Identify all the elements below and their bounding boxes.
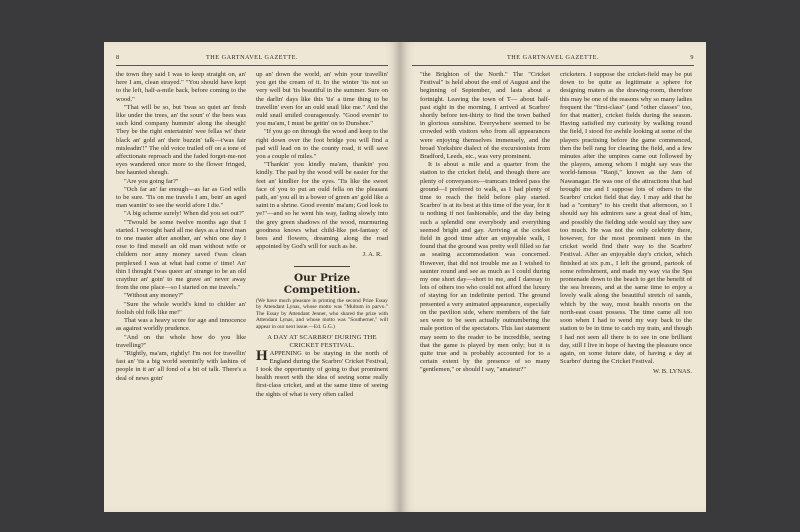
- running-title: THE GARTNAVEL GAZETTE.: [206, 54, 298, 61]
- left-page: [104, 42, 400, 512]
- page-header: [116, 54, 388, 64]
- paragraph: "Without any money?": [124, 292, 184, 300]
- signature: W. B. LYNAS.: [652, 368, 692, 376]
- right-column-1: [420, 71, 550, 503]
- running-title: THE GARTNAVEL GAZETTE.: [507, 54, 599, 61]
- paragraph: "Sure the whole world's kind to childer an' foolish old folk like me!": [116, 300, 246, 316]
- paragraph: That was a heavy score for age and innocence as against worldly prudence.: [116, 317, 246, 333]
- left-column-1: [116, 71, 246, 503]
- essay-heading: A DAY AT SCARBRO' DURING THE CRICKET FESTIVAL.: [267, 333, 377, 349]
- page-number: 8: [116, 54, 120, 61]
- paragraph: "If you go on through the wood and keep to the right down over the foot bridge you will find a pad will lead on to the county road, it will save you a couple of miles.": [256, 128, 388, 161]
- paragraph: the town they said I was to keep straight on, an' here I am, clean strayed." "You should have kept to the left, half-a-mile back, before coming to the wood.": [116, 71, 246, 103]
- paragraph: cricketers. I suppose the cricket-field may be put down to be quite as legitimate a sphere for designing maters as the drawing-room, therefore this may be one of the reasons why so many ladies frequent the "first-class" (and "other classes" too, for that matter), cricket fields during the season. Having satisfied my curiosity by walking round the field, I stood for awhile looking at some of the players practising before the game commenced, then the bell rang for clearing the field, and a few minutes after the umpires came out followed by the players, among whom I might say was the world-famous "Ranji," known as the Jam of Nawanagar. He was one of the attractions that had brought me and I suppose lots of others to the Scarbro' cricket field that day. I may add that he had a "century" to his credit that afternoon, so I should say his admirers saw a great deal of him, and possibly the fielding side would say they saw too much. He was not the only celebrity there, however, for the most prominent men in the cricket world find their way to the Scarbro' Festival. After an enjoyable day's cricket, which finished at six p.m., I left the ground, partook of some refreshment, and made my way via the Spa promenade down to the beach to get the benefit of the sea breezes, and at the same time to enjoy a lovely walk along the beautiful stretch of sands, which by the way, most health resorts on the north-east coast possess. The time came all too soon when I had to wend my way back to the station to be in time to catch my train, and though I had not seen all there is to see in one brilliant day, still I live in hope of having the pleasure once again, on some future date, of having a day at Scarbro' during the Cricket Festival.: [560, 71, 692, 366]
- paragraph: "And on the whole how do you like travelling?": [116, 333, 246, 349]
- page-header: [412, 54, 694, 64]
- header-rule: [116, 65, 388, 66]
- essay-opening: [256, 347, 388, 399]
- left-column-2: [256, 71, 388, 503]
- essay-opening-text: APPENING to be staying in the north of England during the Scarbro' Cricket Festival, I took the opportunity of going to that prominent health resort with the idea of seeing some really first-class cricket, and at the same time of seeing the sights of what is very often called: [256, 349, 388, 398]
- prize-heading: Our Prize Competition.: [283, 271, 361, 296]
- section-divider: [294, 266, 350, 267]
- paragraph: "Och far an' far enough—as far as God wills to be sure. 'Tis on me travels I am, bein' an aged man wantin' to see the world afore I die.": [116, 185, 246, 210]
- right-column-2: [560, 71, 692, 503]
- page-number: 9: [690, 54, 694, 61]
- header-rule: [412, 65, 694, 66]
- right-page: [400, 42, 706, 512]
- paragraph: "A big scheme surely! When did you set out?": [124, 210, 245, 218]
- paragraph: up an' down the world, an' whin your travellin' you get the cream of it. In the winter 'tis not so very well but 'tis beautiful in the summer. Sure on the darlin' days like this 'tis' a time thing to be travellin' even for an ould snail like me." And the ould snail smiled courageously. "Good evenin' to you ma'am, I must be gettin' on to Dunshee.": [256, 71, 388, 128]
- editor-note: (We have much pleasure in printing the second Prize Essay by Attendant Lynas, whose motto was "Multum in parvo." The Essay by Attendant Jenner, who shared the prize with Attendant Lynas, and whose motto was "Southerner," will appear in our next issue.—Ed. G.G.): [256, 297, 388, 331]
- paragraph: "Are you going far?": [124, 177, 179, 185]
- paragraph: "Thankin' you kindly ma'am, thankin' you kindly. The pad by the wood will be easier for the feet an' kindlier for the eyes. 'Tis like the sweet face of you to put an ould fella on the pleasant path, an' you all in a bower of green an' gold like a saint in a shrine. Good evenin' ma'am; God look to ye!"—and so he went his way, fading slowly into the grey green shadows of the wood, murmuring goodness knows what child-like pet-fantasy of bees and flowers, dreaming along the road appointed by God's will for such as he.: [256, 161, 388, 251]
- paragraph: "the Brighton of the North." The "Cricket Festival" is held about the end of August and the beginning of September, and lasts about a fortnight. Leaving the town of T— about half-past eight in the morning, I arrived at Scarbro' shortly before ten-thirty to find the town bathed in glorious sunshine. Everywhere seemed to be crowded with visitors who from all appearances were enjoying themselves immensely, and the broad Yorkshire dialect of the excursionists from Bradford, Leeds, etc., was very prominent.: [420, 71, 550, 161]
- paragraph: "That will be so, but 'twas so quiet an' fresh like under the trees, an' the soun' o' the bees was such kind company hummin' along the sheugh! They be the right entertainin' wee fellas wi' their black an' gold an' their buzzin' talk—t'was fair misleadin'!" The old voice trailed off on a tone of affectionate reproach and the faded forget-me-not eyes wandered once more to the flower fringed, bee haunted sheugh.: [116, 103, 246, 177]
- paragraph: "Rightly, ma'am, rightly! I'm not for travellin' fast an' 'tis a big world seemin'ly with lashins of people in it an' all fond of a bit of talk. There's a deal of news goin': [116, 349, 246, 382]
- paragraph: It is about a mile and a quarter from the station to the cricket field, and though there are plenty of conveyances—tramcars indeed pass the ground—I preferred to walk, as I had plenty of time to reach the field before play started. Scarbro' is at its best at this time of the year, for it is nothing if not fashionable, and the day being such a splendid one everybody and everything seemed bright and gay. Arriving at the cricket field in good time after an enjoyable walk, I found that the ground was pretty well filled so far as seating accommodation was concerned. However, that did not trouble me as I wished to saunter round and see as much as I could during my one short day—short to me, and I daresay to lots of others too who could not afford the luxury of staying for an indefinite period. The ground presented a very animated appearance, especially on the pavilion side, where members of the fair sex were to be seen actually outnumbering the male portion of the spectators. This last statement may seem to the reader to be incredible, seeing that the game is played by men only; but it is quite true and is probably accounted for to a certain extent by the presence of so many "gentlemen," or should I say, "amateur?": [420, 161, 550, 374]
- signature-jar: J. A. R.: [362, 251, 382, 259]
- drop-cap: H: [256, 347, 268, 364]
- paragraph: "'Twould be some twelve months ago that I started. I wrought hard all me days as a hired man to one master after another, an' whin one day I rose to find meself an old man without wife or childern nor anny money saved t'was clean perplexed I was at what had come o' time! An' thin I thought t'was queer an' strange to be an old craythur an' goin' to me grave an' never away from the one place—so I started on me travels.": [116, 218, 246, 292]
